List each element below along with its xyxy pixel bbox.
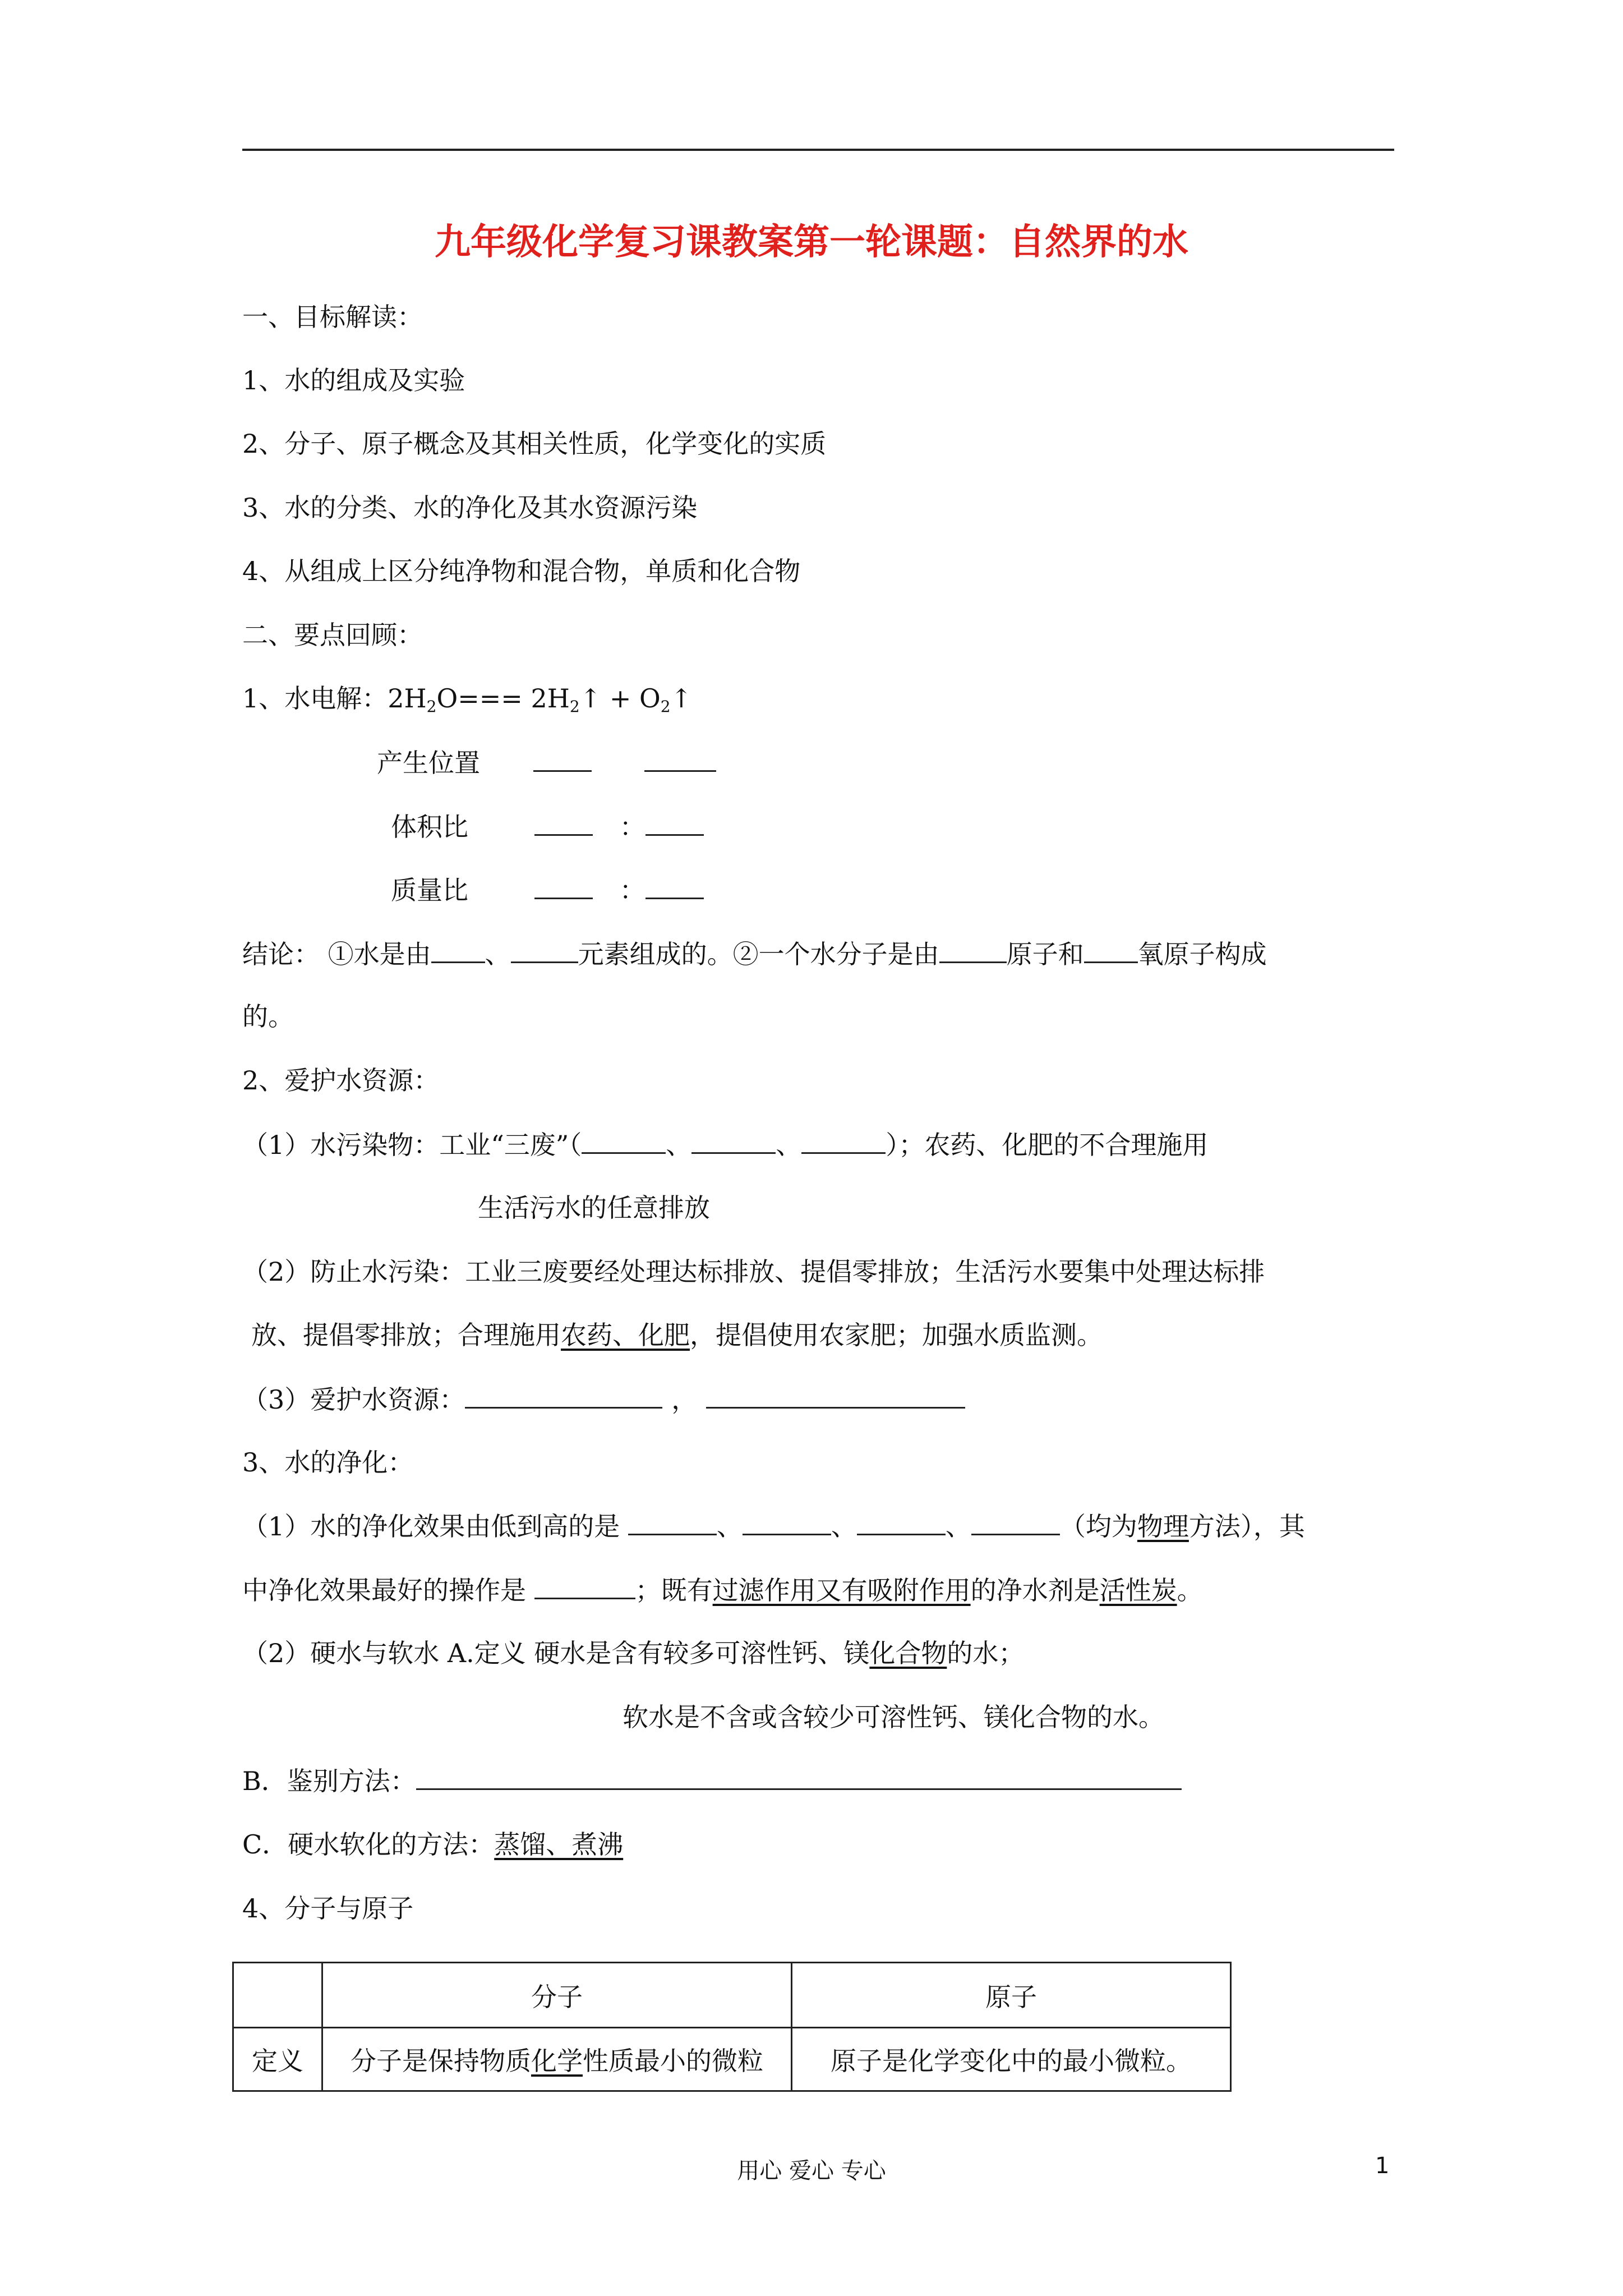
molecule-atom-table [232, 1962, 1232, 2092]
molecule-heading: 4、分子与原子 [242, 1893, 414, 1924]
electrolysis-label: 1、水电解： [242, 683, 388, 714]
goal-item-4: 4、从组成上区分纯净物和混合物，单质和化合物 [242, 556, 801, 586]
purify-text-a: （1）水的净化效果由低到高的是 [242, 1511, 628, 1542]
softwater-line: 软水是不含或含较少可溶性钙、镁化合物的水。 [623, 1702, 1164, 1732]
table-row-label: 定义 [233, 2028, 322, 2091]
table-header-atom: 原子 [792, 1963, 1231, 2028]
conclusion-text-a: 结论： ①水是由 [242, 939, 431, 969]
conclusion-continuation: 的。 [242, 1001, 294, 1032]
purify-blank-4[interactable] [971, 1509, 1060, 1535]
row-mass [391, 873, 704, 907]
row-volume-label: 体积比 [391, 812, 468, 842]
prevent-text-a: 放、提倡零排放；合理施用 [251, 1320, 561, 1350]
waste-blank-3[interactable] [801, 1128, 886, 1154]
section-2-heading: 二、要点回顾： [242, 620, 423, 650]
prevent-line-1: （2）防止水污染：工业三废要经处理达标排放、提倡零排放；生活污水要集中处理达标排 [242, 1257, 1265, 1287]
conserve-line [242, 1382, 965, 1416]
element-blank-1[interactable] [431, 937, 485, 963]
purify-underlined-carbon: 活性炭 [1099, 1575, 1177, 1605]
table-header-row [233, 1963, 1231, 2028]
molecule-def-underlined: 化学 [531, 2046, 583, 2076]
header-rule [242, 149, 1394, 151]
softening-methods: 蒸馏、煮沸 [494, 1829, 624, 1860]
purify-blank-1[interactable] [628, 1509, 717, 1535]
table-corner-cell [233, 1963, 322, 2028]
conserve-blank-2[interactable] [706, 1382, 965, 1409]
prevent-text-b: ，提倡使用农家肥；加强水质监测。 [690, 1320, 1103, 1350]
atom-definition-cell: 原子是化学变化中的最小微粒。 [792, 2028, 1231, 2091]
row-mass-label: 质量比 [391, 875, 468, 905]
conclusion-sep: 、 [485, 939, 511, 969]
identify-blank[interactable] [416, 1764, 1182, 1790]
softening-line [242, 1828, 623, 1861]
prevent-underlined: 农药、化肥 [561, 1320, 690, 1350]
purify-sep-2: 、 [831, 1511, 857, 1542]
atom-blank-2[interactable] [1084, 937, 1138, 963]
purify-sep-3: 、 [945, 1511, 971, 1542]
conserve-blank-1[interactable] [465, 1382, 662, 1409]
table-header-molecule: 分子 [322, 1963, 792, 2028]
eq-sub-c: 2 [660, 697, 671, 716]
element-blank-2[interactable] [511, 937, 578, 963]
purify-underlined-physical: 物理 [1137, 1511, 1189, 1542]
conserve-sep: ， [671, 1384, 698, 1415]
purify-cont-a: 中净化效果最好的操作是 [242, 1575, 534, 1605]
waste-blank-2[interactable] [691, 1128, 776, 1154]
conclusion-text-e: 氧原子构成 [1137, 939, 1267, 969]
pollutants-text-a: （1）水污染物：工业“三废”（ [242, 1130, 582, 1160]
purify-cont-c: 的净水剂是 [970, 1575, 1100, 1605]
molecule-def-a: 分子是保持物质 [351, 2046, 531, 2076]
hardwater-underlined: 化合物 [869, 1638, 947, 1668]
atom-blank-1[interactable] [939, 937, 1007, 963]
purify-cont-d: 。 [1177, 1575, 1203, 1605]
identify-label: B．鉴别方法： [242, 1766, 416, 1796]
purify-blank-3[interactable] [857, 1509, 946, 1535]
conserve-text: （3）爱护水资源： [242, 1384, 465, 1415]
eq-sub-a: 2 [426, 697, 437, 716]
page-number: 1 [1375, 2153, 1390, 2179]
hardwater-text-a: （2）硬水与软水 A.定义 硬水是含有较多可溶性钙、镁 [242, 1638, 870, 1668]
mass-colon: ： [619, 875, 645, 905]
pollutants-sep-2: 、 [776, 1130, 802, 1160]
eq-part-c: ↑ + O [579, 683, 661, 714]
purify-text-c: 方法），其 [1188, 1511, 1305, 1542]
eq-part-a: 2H [388, 683, 427, 714]
row-position [377, 746, 716, 780]
purify-line-1 [242, 1509, 1305, 1543]
mass-blank-2[interactable] [645, 873, 704, 899]
best-operation-blank[interactable] [534, 1573, 635, 1599]
molecule-definition-cell [322, 2028, 792, 2091]
conclusion-text-d: 原子和 [1006, 939, 1084, 969]
eq-part-b: O=== 2H [436, 683, 570, 714]
purify-sep-1: 、 [716, 1511, 743, 1542]
row-volume [391, 809, 704, 844]
goal-item-2: 2、分子、原子概念及其相关性质，化学变化的实质 [242, 429, 827, 459]
electrolysis-conclusion [242, 937, 1267, 971]
molecule-def-b: 性质最小的微粒 [583, 2046, 763, 2076]
conclusion-text-c: 元素组成的。②一个水分子是由 [578, 939, 939, 969]
goal-item-1: 1、水的组成及实验 [242, 365, 465, 395]
pollutants-sep-1: 、 [666, 1130, 692, 1160]
hardwater-line-1 [242, 1636, 1024, 1670]
identify-line [242, 1764, 1182, 1798]
goal-item-3: 3、水的分类、水的净化及其水资源污染 [242, 493, 698, 523]
footer-motto: 用心 爱心 专心 [737, 2158, 886, 2184]
pollutants-line [242, 1128, 1208, 1162]
eq-part-d: ↑ [670, 683, 693, 714]
document-title: 九年级化学复习课教案第一轮课题：自然界的水 [435, 221, 1188, 263]
position-blank-2[interactable] [644, 746, 716, 772]
purify-underlined-filter: 过滤作用又有吸附作用 [712, 1575, 971, 1605]
hardwater-text-b: 的水； [947, 1638, 1025, 1668]
mass-blank-1[interactable] [534, 873, 593, 899]
purify-text-b: （均为 [1059, 1511, 1137, 1542]
volume-blank-2[interactable] [645, 809, 704, 836]
row-position-label: 产生位置 [377, 748, 480, 778]
purify-heading: 3、水的净化： [242, 1447, 414, 1478]
purify-cont-b: ；既有 [635, 1575, 713, 1605]
position-blank-1[interactable] [533, 746, 592, 772]
pollutants-text-b: ）；农药、化肥的不合理施用 [886, 1130, 1209, 1160]
table-row [233, 2028, 1231, 2091]
waste-blank-1[interactable] [582, 1128, 666, 1154]
electrolysis-equation [242, 682, 692, 715]
volume-colon: ： [619, 812, 645, 842]
protect-heading: 2、爱护水资源： [242, 1065, 440, 1096]
volume-blank-1[interactable] [534, 809, 593, 836]
section-1-heading: 一、目标解读： [242, 302, 423, 332]
pollutants-continuation: 生活污水的任意排放 [478, 1193, 710, 1223]
purify-blank-2[interactable] [743, 1509, 831, 1535]
prevent-line-2 [251, 1318, 1103, 1352]
eq-sub-b: 2 [569, 697, 580, 716]
softening-label: C．硬水软化的方法： [242, 1829, 495, 1860]
purify-line-2 [242, 1573, 1203, 1607]
